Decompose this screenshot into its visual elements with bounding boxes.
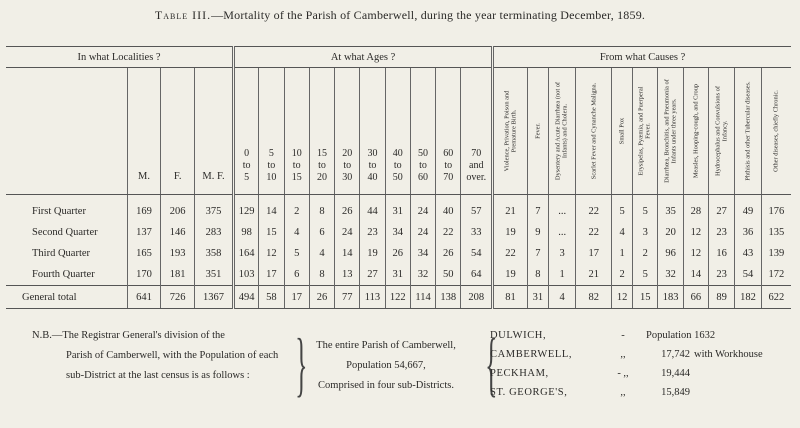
table-cell: 96 bbox=[658, 243, 683, 264]
table-cell: 50 bbox=[436, 264, 461, 286]
brace-icon: } bbox=[295, 324, 308, 404]
district-ditto-mark: - ,, bbox=[617, 368, 629, 379]
table-cell: 26 bbox=[385, 243, 410, 264]
table-row bbox=[6, 195, 791, 223]
note-line-1: N.B.—The Registrar General's division of the bbox=[32, 330, 225, 341]
cause-header: Hydrocephalus and Convulsions of Infancy. bbox=[708, 68, 734, 195]
table-cell: 20 bbox=[658, 222, 683, 243]
table-cell: 24 bbox=[335, 222, 360, 243]
table-cell: 17 bbox=[259, 264, 284, 286]
registrar-note bbox=[32, 326, 282, 386]
entire-line-1: The entire Parish of Camberwell, bbox=[316, 340, 456, 351]
cause-header: Measles, Hooping-cough, and Croup bbox=[683, 68, 708, 195]
district-name: ST. GEORGE'S, bbox=[490, 387, 568, 398]
table-cell: 7 bbox=[527, 195, 548, 223]
table-title-text: —Mortality of the Parish of Camberwell, during the year terminating December, 1859. bbox=[211, 8, 646, 22]
table-cell: 103 bbox=[234, 264, 259, 286]
table-cell: 81 bbox=[493, 286, 528, 309]
table-cell: 138 bbox=[436, 286, 461, 309]
table-cell: 114 bbox=[410, 286, 435, 309]
note-line-2: Parish of Camberwell, with the Population of each sub-District at the last census is as follows : bbox=[66, 350, 279, 381]
age-header: 30 to 40 bbox=[360, 68, 385, 195]
cause-header: Dysentery and Acute Diarrhœa (not of Infants) and Cholera. bbox=[548, 68, 575, 195]
table-cell: 31 bbox=[385, 195, 410, 223]
district-population: 15,849 bbox=[661, 387, 690, 398]
table-cell: 135 bbox=[768, 227, 785, 238]
table-cell: 57 bbox=[461, 195, 493, 223]
table-cell: 14 bbox=[259, 195, 284, 223]
table-cell: ... bbox=[548, 195, 575, 223]
table-row bbox=[6, 222, 791, 243]
table-cell: 5 bbox=[633, 264, 658, 286]
table-cell: 113 bbox=[360, 286, 385, 309]
table-cell: 3 bbox=[548, 243, 575, 264]
district-extra bbox=[690, 364, 694, 383]
table-cell: 44 bbox=[360, 195, 385, 223]
table-cell: 208 bbox=[461, 286, 493, 309]
table-cell: 21 bbox=[493, 195, 528, 223]
table-cell: 26 bbox=[309, 286, 334, 309]
table-cell: 98 bbox=[234, 222, 259, 243]
table-cell: 12 bbox=[259, 243, 284, 264]
table-row bbox=[6, 243, 791, 264]
table-cell: ... bbox=[548, 222, 575, 243]
table-cell: 2 bbox=[612, 264, 633, 286]
table-cell: 375 bbox=[195, 195, 234, 223]
table-cell: 19 bbox=[493, 264, 528, 286]
brace-icon: { bbox=[485, 324, 498, 404]
district-row bbox=[490, 345, 763, 364]
table-cell: 641 bbox=[127, 286, 161, 309]
locality-column-header bbox=[6, 68, 127, 195]
table-cell: 26 bbox=[436, 243, 461, 264]
column-header-row bbox=[6, 68, 791, 195]
table-body bbox=[6, 195, 791, 309]
district-ditto-mark: ,, bbox=[620, 387, 626, 398]
table-cell: 23 bbox=[708, 222, 734, 243]
district-extra bbox=[715, 326, 719, 345]
table-cell: 6 bbox=[309, 222, 334, 243]
table-cell: 33 bbox=[461, 222, 493, 243]
table-cell: 176 bbox=[768, 206, 785, 217]
table-cell: 165 bbox=[127, 243, 161, 264]
district-row bbox=[490, 364, 763, 383]
table-cell: 1 bbox=[612, 243, 633, 264]
table-cell: 5 bbox=[612, 195, 633, 223]
table-cell: 66 bbox=[683, 286, 708, 309]
table-cell: 31 bbox=[527, 286, 548, 309]
table-cell: 26 bbox=[335, 195, 360, 223]
table-cell: 82 bbox=[576, 286, 612, 309]
table-cell: 34 bbox=[410, 243, 435, 264]
table-cell: 34 bbox=[385, 222, 410, 243]
table-cell: 64 bbox=[461, 264, 493, 286]
table-cell: 206 bbox=[161, 195, 195, 223]
district-extra bbox=[690, 383, 694, 402]
table-cell: 15 bbox=[633, 286, 658, 309]
table-cell: 22 bbox=[576, 222, 612, 243]
cause-header: Phthisis and other Tubercular diseases. bbox=[735, 68, 761, 195]
district-ditto-mark: - bbox=[621, 330, 625, 341]
table-cell: 27 bbox=[360, 264, 385, 286]
table-cell: 58 bbox=[259, 286, 284, 309]
cause-header: Erysipelas, Pyæmia, and Puerperal Fever. bbox=[633, 68, 658, 195]
table-cell: 726 bbox=[161, 286, 195, 309]
table-cell: 22 bbox=[576, 195, 612, 223]
table-cell: 283 bbox=[195, 222, 234, 243]
table-cell: 15 bbox=[259, 222, 284, 243]
age-header: 70 and over. bbox=[461, 68, 493, 195]
locality-label: Fourth Quarter bbox=[6, 264, 127, 286]
table-row bbox=[6, 264, 791, 286]
table-cell: 32 bbox=[658, 264, 683, 286]
district-population: 17,742 bbox=[661, 349, 690, 360]
table-cell: 77 bbox=[335, 286, 360, 309]
table-cell: 3 bbox=[633, 222, 658, 243]
table-cell: 5 bbox=[633, 195, 658, 223]
age-header: 0 to 5 bbox=[234, 68, 259, 195]
table-cell: 23 bbox=[360, 222, 385, 243]
table-cell: 17 bbox=[576, 243, 612, 264]
table-cell: 40 bbox=[436, 195, 461, 223]
age-header: 15 to 20 bbox=[309, 68, 334, 195]
table-cell: 21 bbox=[576, 264, 612, 286]
table-cell: 7 bbox=[527, 243, 548, 264]
table-cell: 358 bbox=[195, 243, 234, 264]
table-cell: 19 bbox=[360, 243, 385, 264]
entire-parish-note bbox=[298, 336, 474, 396]
table-cell: 12 bbox=[683, 222, 708, 243]
table-cell: 24 bbox=[410, 195, 435, 223]
age-header: 10 to 15 bbox=[284, 68, 309, 195]
table-cell: 35 bbox=[658, 195, 683, 223]
table-cell: 181 bbox=[161, 264, 195, 286]
causes-header: From what Causes ? bbox=[493, 47, 791, 68]
table-cell: 22 bbox=[436, 222, 461, 243]
cause-header: Scarlet Fever and Cynanche Maligna. bbox=[576, 68, 612, 195]
mortality-table bbox=[6, 46, 791, 309]
table-cell: 4 bbox=[548, 286, 575, 309]
table-cell: 22 bbox=[493, 243, 528, 264]
table-cell: 36 bbox=[735, 222, 761, 243]
table-cell: 137 bbox=[127, 222, 161, 243]
table-cell: 23 bbox=[708, 264, 734, 286]
table-cell: 6 bbox=[284, 264, 309, 286]
table-cell: 49 bbox=[735, 195, 761, 223]
table-cell: 14 bbox=[335, 243, 360, 264]
cause-header: Small Pox bbox=[612, 68, 633, 195]
table-cell: 122 bbox=[385, 286, 410, 309]
table-cell: 27 bbox=[708, 195, 734, 223]
locality-label: Second Quarter bbox=[6, 222, 127, 243]
females-header: F. bbox=[161, 68, 195, 195]
table-cell: 12 bbox=[612, 286, 633, 309]
table-cell: 24 bbox=[410, 222, 435, 243]
district-extra: with Workhouse bbox=[694, 349, 763, 360]
locality-label: General total bbox=[6, 286, 127, 309]
table-cell: 1367 bbox=[195, 286, 234, 309]
table-cell: 54 bbox=[735, 264, 761, 286]
table-cell: 170 bbox=[127, 264, 161, 286]
table-cell: 172 bbox=[768, 269, 785, 280]
table-cell: 19 bbox=[493, 222, 528, 243]
table-cell: 169 bbox=[127, 195, 161, 223]
table-cell: 351 bbox=[195, 264, 234, 286]
table-cell: 183 bbox=[658, 286, 683, 309]
district-row bbox=[490, 383, 763, 402]
cause-header: Violence, Privation, Poison and Premature Birth. bbox=[493, 68, 528, 195]
cause-header: Diarrhœa, Bronchitis, and Pneumonia of Infants under three years. bbox=[658, 68, 683, 195]
table-cell: 43 bbox=[735, 243, 761, 264]
table-cell: 146 bbox=[161, 222, 195, 243]
district-name: DULWICH, bbox=[490, 330, 547, 341]
table-cell: 8 bbox=[527, 264, 548, 286]
entire-line-2: Population 54,667, bbox=[346, 360, 426, 371]
table-cell: 193 bbox=[161, 243, 195, 264]
males-header: M. bbox=[127, 68, 161, 195]
table-cell: 89 bbox=[708, 286, 734, 309]
table-cell: 1 bbox=[548, 264, 575, 286]
district-row bbox=[490, 326, 763, 345]
table-cell: 2 bbox=[633, 243, 658, 264]
table-label: Table III. bbox=[154, 8, 212, 22]
table-cell: 54 bbox=[461, 243, 493, 264]
table-cell: 32 bbox=[410, 264, 435, 286]
table-cell: 129 bbox=[234, 195, 259, 223]
table-cell: 8 bbox=[309, 264, 334, 286]
total-mf-header: M. F. bbox=[195, 68, 234, 195]
table-cell: 139 bbox=[768, 248, 785, 259]
district-population: 19,444 bbox=[661, 368, 690, 379]
table-cell: 5 bbox=[284, 243, 309, 264]
age-header: 40 to 50 bbox=[385, 68, 410, 195]
district-list bbox=[490, 326, 763, 402]
table-cell: 13 bbox=[335, 264, 360, 286]
district-ditto-mark: ,, bbox=[620, 349, 626, 360]
table-cell: 28 bbox=[683, 195, 708, 223]
entire-line-3: Comprised in four sub-Districts. bbox=[318, 380, 454, 391]
table-cell: 622 bbox=[761, 286, 791, 309]
district-name: PECKHAM, bbox=[490, 368, 549, 379]
table-cell: 8 bbox=[309, 195, 334, 223]
locality-label: First Quarter bbox=[6, 195, 127, 223]
locality-label: Third Quarter bbox=[6, 243, 127, 264]
cause-header: Other diseases, chiefly Chronic. bbox=[761, 68, 791, 195]
table-cell: 164 bbox=[234, 243, 259, 264]
age-header: 60 to 70 bbox=[436, 68, 461, 195]
table-cell: 494 bbox=[234, 286, 259, 309]
age-header: 50 to 60 bbox=[410, 68, 435, 195]
table-cell: 9 bbox=[527, 222, 548, 243]
age-header: 5 to 10 bbox=[259, 68, 284, 195]
table-cell: 16 bbox=[708, 243, 734, 264]
ages-header: At what Ages ? bbox=[234, 47, 493, 68]
table-title bbox=[0, 8, 800, 23]
table-cell: 182 bbox=[735, 286, 761, 309]
table-cell: 2 bbox=[284, 195, 309, 223]
table-cell: 31 bbox=[385, 264, 410, 286]
table-cell: 4 bbox=[612, 222, 633, 243]
cause-header: Fever. bbox=[527, 68, 548, 195]
age-header: 20 to 30 bbox=[335, 68, 360, 195]
table-cell: 4 bbox=[309, 243, 334, 264]
district-population: Population 1632 bbox=[646, 330, 716, 341]
total-row bbox=[6, 286, 791, 309]
district-name: CAMBERWELL, bbox=[490, 349, 573, 360]
localities-header: In what Localities ? bbox=[6, 47, 234, 68]
table-cell: 4 bbox=[284, 222, 309, 243]
table-cell: 12 bbox=[683, 243, 708, 264]
table-cell: 14 bbox=[683, 264, 708, 286]
table-cell: 17 bbox=[284, 286, 309, 309]
